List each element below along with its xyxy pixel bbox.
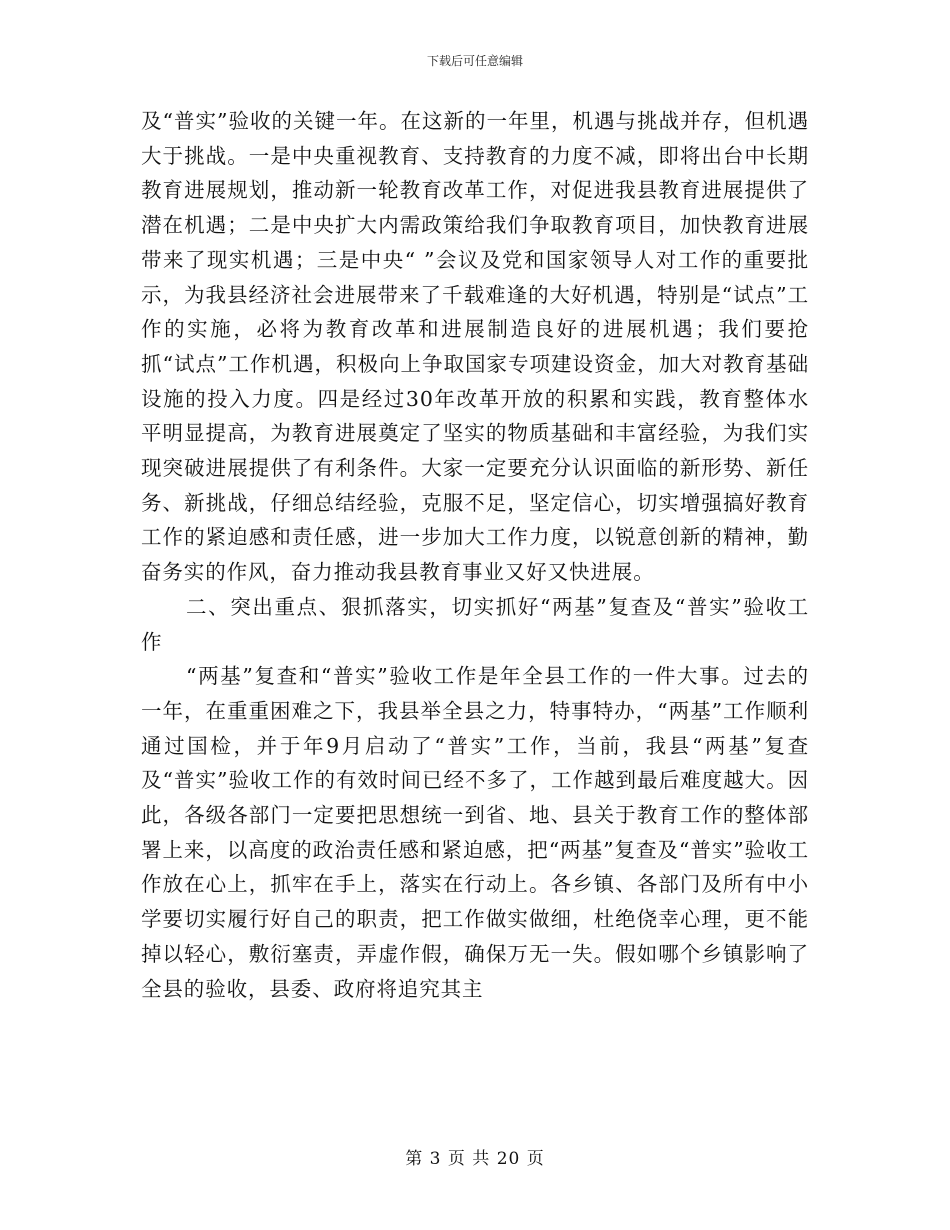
footer-total-pages: 20 [496, 1149, 521, 1169]
footer-total-suffix: 页 [526, 1149, 545, 1169]
page-header-note: 下载后可任意编辑 [426, 54, 523, 68]
footer-total-prefix: 共 [472, 1149, 491, 1169]
footer-page-word: 页 [447, 1149, 466, 1169]
document-body [141, 104, 809, 1006]
footer-current-page: 3 [429, 1149, 442, 1169]
section-heading-2: 二、突出重点、狠抓落实，切实抓好“两基”复查及“普实”验收工作 [141, 594, 809, 654]
page-footer [0, 1148, 950, 1170]
paragraph-1: 及“普实”验收的关键一年。在这新的一年里，机遇与挑战并存，但机遇大于挑战。一是中央重视教育、支持教育的力度不减，即将出台中长期教育进展规划，推动新一轮教育改革工作，对促进我县教育进展提供了潜在机遇；二是中央扩大内需政策给我们争取教育项目，加快教育进展带来了现实机遇；三是中央“ ”会议及党和国家领导人对工作的重要批示，为我县经济社会进展带来了千载难逢的大好机遇，特别是“试点”工作的实施，必将为教育改革和进展制造良好的进展机遇；我们要抢抓“试点”工作机遇，积极向上争取国家专项建设资金，加大对教育基础设施的投入力度。四是经过30年改革开放的积累和实践，教育整体水平明显提高，为教育进展奠定了坚实的物质基础和丰富经验，为我们实现突破进展提供了有利条件。大家一定要充分认识面临的新形势、新任务、新挑战，仔细总结经验，克服不足，坚定信心，切实增强搞好教育工作的紧迫感和责任感，进一步加大工作力度，以锐意创新的精神，勤奋务实的作风，奋力推动我县教育事业又好又快进展。 [141, 109, 809, 585]
paragraph-3: “两基”复查和“普实”验收工作是年全县工作的一件大事。过去的一年，在重重困难之下，我县举全县之力，特事特办，“两基”工作顺利通过国检，并于年9月启动了“普实”工作，当前，我县“两基”复查及“普实”验收工作的有效时间已经不多了，工作越到最后难度越大。因此，各级各部门一定要把思想统一到省、地、县关于教育工作的整体部署上来，以高度的政治责任感和紧迫感，把“两基”复查及“普实”验收工作放在心上，抓牢在手上，落实在行动上。各乡镇、各部门及所有中小学要切实履行好自己的职责，把工作做实做细，杜绝侥幸心理，更不能掉以轻心，敷衍塞责，弄虚作假，确保万无一失。假如哪个乡镇影响了全县的验收，县委、政府将追究其主 [141, 664, 809, 1001]
footer-prefix: 第 [405, 1149, 424, 1169]
